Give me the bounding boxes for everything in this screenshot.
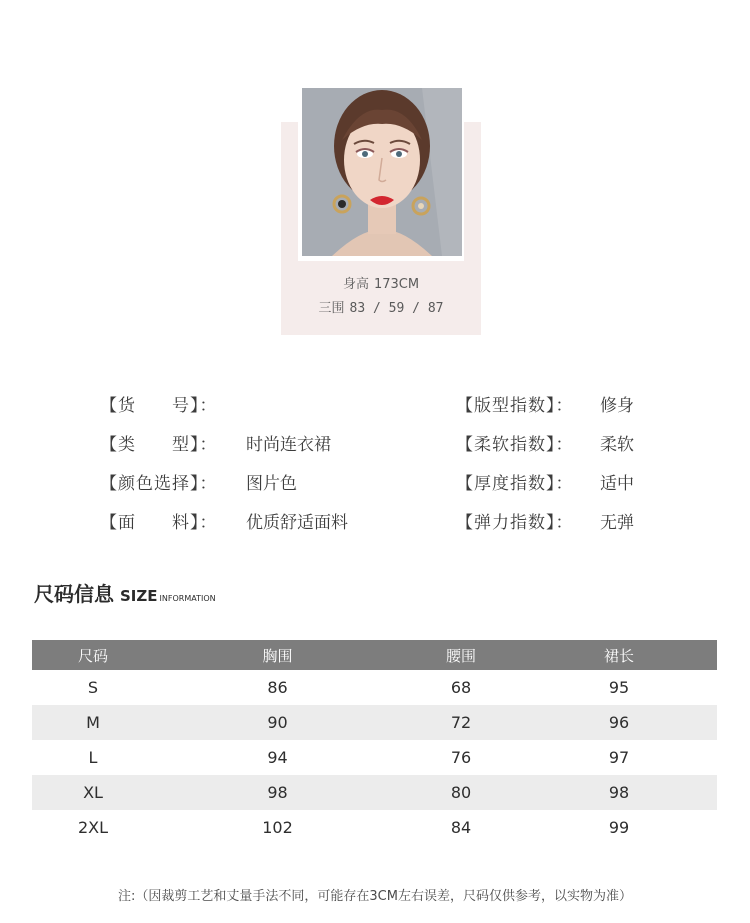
table-header-row: [32, 640, 717, 670]
cell-bust: 94: [267, 748, 288, 767]
attr-value-fit: 修身: [600, 396, 634, 416]
cell-length: 98: [608, 783, 630, 802]
height-value: 173CM: [373, 277, 420, 292]
attr-value-stretch: 无弹: [600, 513, 634, 533]
cell-bust: 90: [267, 713, 288, 732]
measure-value: 83 / 59 / 87: [349, 301, 444, 316]
cell-size: XL: [83, 783, 103, 802]
cell-waist: 80: [450, 783, 472, 802]
model-portrait-image: [302, 88, 462, 256]
table-row: [32, 775, 717, 810]
measure-label: 三围: [318, 301, 345, 316]
model-measurements: [281, 297, 481, 316]
table-row: [32, 740, 717, 775]
attr-label-fit: 【版型指数】：: [456, 396, 574, 416]
cell-length: 96: [608, 713, 630, 732]
attr-label-type: 【类 型】：: [100, 435, 218, 455]
size-title-en: SIZE: [120, 587, 158, 605]
cell-waist: 84: [450, 818, 472, 837]
header-length: 裙长: [603, 646, 634, 665]
cell-waist: 68: [450, 678, 472, 697]
cell-size: L: [88, 748, 98, 767]
attr-value-thickness: 适中: [600, 474, 634, 494]
table-row: [32, 670, 717, 705]
size-disclaimer-note: 注:（因裁剪工艺和丈量手法不同，可能存在3CM左右误差，尺码仅供参考，以实物为准）: [118, 889, 632, 904]
attr-label-stretch: 【弹力指数】：: [456, 513, 574, 533]
table-row: [32, 810, 717, 845]
attr-label-fabric: 【面 料】：: [100, 513, 218, 533]
cell-bust: 98: [267, 783, 288, 802]
cell-bust: 86: [267, 678, 288, 697]
header-size: 尺码: [77, 646, 108, 665]
header-bust: 胸围: [262, 646, 293, 665]
cell-size: 2XL: [77, 818, 109, 837]
header-waist: 腰围: [445, 646, 476, 665]
attr-label-item-number: 【货 号】：: [100, 396, 218, 416]
cell-length: 97: [608, 748, 630, 767]
height-label: 身高: [342, 277, 369, 292]
attr-value-softness: 柔软: [600, 435, 634, 455]
cell-length: 99: [608, 818, 630, 837]
attr-value-type: 时尚连衣裙: [246, 435, 331, 455]
attr-label-color: 【颜色选择】：: [100, 474, 218, 494]
attr-label-thickness: 【厚度指数】：: [456, 474, 574, 494]
attr-value-fabric: 优质舒适面料: [246, 513, 348, 533]
cell-size: S: [87, 678, 99, 697]
attr-value-color: 图片色: [246, 474, 297, 494]
cell-size: M: [86, 713, 100, 732]
table-row: [32, 705, 717, 740]
attr-label-softness: 【柔软指数】：: [456, 435, 574, 455]
model-height: [281, 273, 481, 292]
cell-length: 95: [608, 678, 630, 697]
model-photo: [302, 88, 462, 256]
cell-waist: 76: [450, 748, 472, 767]
cell-waist: 72: [450, 713, 472, 732]
size-title-sub: INFORMATION: [159, 594, 216, 603]
cell-bust: 102: [262, 818, 293, 837]
size-section-title: [34, 578, 216, 607]
size-title-cn: 尺码信息: [34, 582, 114, 606]
size-table: [32, 640, 717, 845]
